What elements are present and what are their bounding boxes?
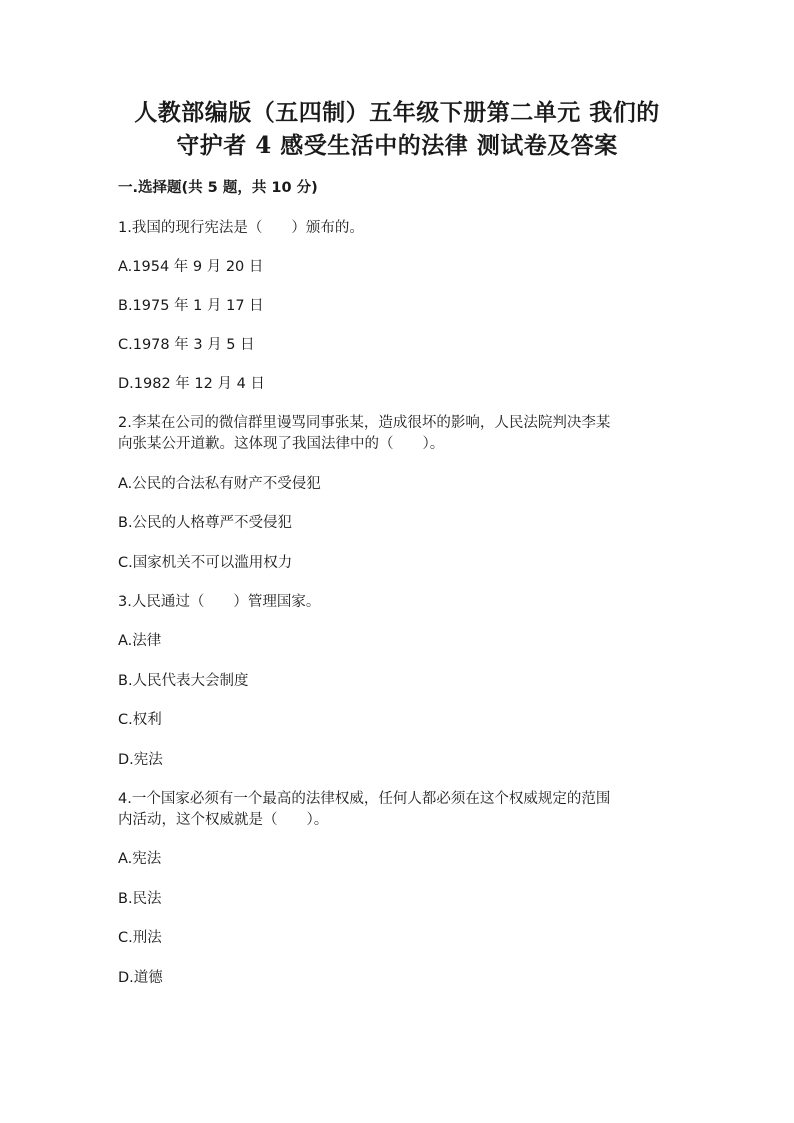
question-1-option-c: C.1978 年 3 月 5 日	[118, 337, 255, 353]
question-2-option-b: B.公民的人格尊严不受侵犯	[118, 515, 293, 531]
question-4-stem-line-1: 4.一个国家必须有一个最高的法律权威，任何人都必须在这个权威规定的范围	[118, 791, 611, 807]
question-2-option-c: C.国家机关不可以滥用权力	[118, 555, 293, 571]
question-3-option-a: A.法律	[118, 633, 162, 649]
question-4-option-d: D.道德	[118, 970, 163, 986]
question-1-stem: 1.我国的现行宪法是（ ）颁布的。	[118, 220, 364, 236]
document-title-line-1: 人教部编版（五四制）五年级下册第二单元 我们的	[134, 99, 660, 126]
document-title-line-2: 守护者 4 感受生活中的法律 测试卷及答案	[176, 132, 618, 159]
question-1-option-d: D.1982 年 12 月 4 日	[118, 376, 265, 392]
question-3-option-d: D.宪法	[118, 752, 163, 768]
question-1-option-a: A.1954 年 9 月 20 日	[118, 259, 264, 275]
question-2-stem-line-1: 2.李某在公司的微信群里谩骂同事张某，造成很坏的影响，人民法院判决李某	[118, 415, 611, 431]
question-3-option-b: B.人民代表大会制度	[118, 673, 249, 689]
question-4-stem-line-2: 内活动，这个权威就是（ ）。	[118, 812, 329, 828]
question-2-stem-line-2: 向张某公开道歉。这体现了我国法律中的（ ）。	[118, 436, 445, 452]
question-4-option-a: A.宪法	[118, 851, 162, 867]
question-4-option-c: C.刑法	[118, 930, 162, 946]
question-4-option-b: B.民法	[118, 891, 162, 907]
question-1-option-b: B.1975 年 1 月 17 日	[118, 298, 264, 314]
section-heading: 一.选择题(共 5 题，共 10 分)	[118, 180, 318, 196]
question-3-option-c: C.权利	[118, 712, 162, 728]
question-2-option-a: A.公民的合法私有财产不受侵犯	[118, 476, 321, 492]
question-3-stem: 3.人民通过（ ）管理国家。	[118, 594, 321, 610]
